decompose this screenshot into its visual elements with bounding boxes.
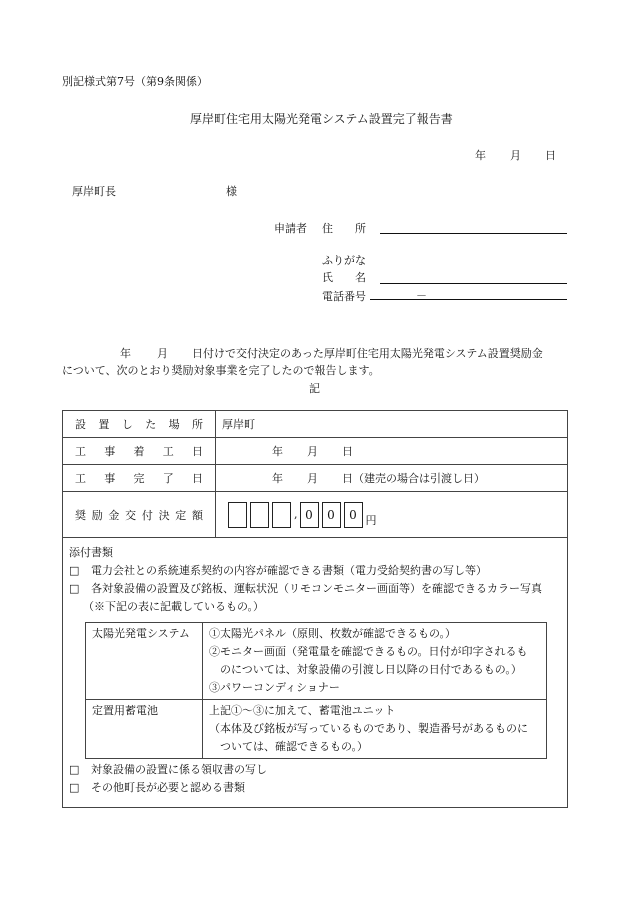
attachment-item-3: [69, 761, 559, 779]
attachment-item-2-text: 各対象設備の設置及び銘板、運転状況（リモコンモニター画面等）を確認できるカラー写真: [91, 582, 542, 595]
attachment-item-1-text: 電力会社との系統連系契約の内容が確認できる書類（電力受給契約書の写し等）: [91, 564, 487, 577]
start-date[interactable]: [216, 438, 568, 465]
addressee: 厚岸町長: [72, 185, 116, 198]
end-label: 工事完了日: [63, 465, 216, 492]
solar-req-2a: ②モニター画面（発電量を確認できるもの。日付が印字されるも: [209, 645, 528, 658]
checkbox[interactable]: □: [69, 763, 80, 776]
date-month: 月: [510, 149, 521, 162]
attachment-item-4-text: その他町長が必要と認める書類: [91, 781, 245, 794]
amount-comma: ,: [294, 507, 298, 521]
amount-digit-box[interactable]: [228, 502, 247, 528]
checkbox[interactable]: □: [69, 582, 80, 595]
end-day-note: 日（建売の場合は引渡し日）: [342, 472, 485, 485]
solar-label: 太陽光発電システム: [86, 623, 203, 700]
applicant-label: 申請者: [274, 222, 307, 235]
phone-field[interactable]: [370, 299, 567, 300]
amount-label: 奨励金交付決定額: [63, 492, 216, 538]
name-field[interactable]: [380, 283, 567, 284]
phone-label: 電話番号: [322, 290, 366, 303]
battery-label: 定置用蓄電池: [86, 700, 203, 759]
solar-requirements: [203, 623, 547, 700]
sama-honorific: 様: [226, 185, 237, 198]
attachment-item-1: [69, 562, 559, 580]
solar-req-3: ③パワーコンディショナー: [209, 681, 340, 694]
address-label: 住 所: [322, 222, 366, 235]
amount-digit-box[interactable]: [250, 502, 269, 528]
attachment-item-2-note: （※下記の表に記載しているもの。）: [83, 600, 265, 613]
battery-req-1: 上記①～③に加えて、蓄電池ユニット: [209, 704, 396, 717]
end-month: 月: [307, 472, 318, 485]
start-day: 日: [342, 445, 353, 458]
solar-req-1: ①太陽光パネル（原則、枚数が確認できるもの。）: [209, 627, 457, 640]
body-month: 月: [157, 347, 168, 360]
ki-heading: 記: [309, 382, 320, 395]
report-table: [62, 410, 568, 808]
solar-req-2b: のについては、対象設備の引渡し日以降の日付であるもの。）: [209, 663, 522, 676]
attachments-heading: 添付書類: [69, 546, 113, 559]
page-title: 厚岸町住宅用太陽光発電システム設置完了報告書: [190, 112, 453, 126]
battery-req-2: （本体及び銘板が写っているものであり、製造番号があるものに: [209, 722, 528, 735]
start-year: 年: [272, 445, 283, 458]
photo-requirements-table: [85, 622, 547, 759]
battery-req-3: ついては、確認できるもの。）: [209, 740, 369, 753]
date-day: 日: [545, 149, 556, 162]
phone-dash: －: [416, 289, 427, 302]
attachment-item-2: [69, 580, 559, 598]
amount-zero-3: 0: [344, 502, 363, 528]
address-field[interactable]: [380, 233, 567, 234]
end-year: 年: [272, 472, 283, 485]
date-year: 年: [475, 149, 486, 162]
body-line2: について、次のとおり奨励対象事業を完了したので報告します。: [62, 364, 380, 377]
end-date[interactable]: [216, 465, 568, 492]
checkbox[interactable]: □: [69, 781, 80, 794]
amount-zero-2: 0: [322, 502, 341, 528]
name-label: 氏 名: [322, 271, 366, 284]
attachment-item-4: [69, 779, 559, 797]
attachments-section: [63, 538, 568, 808]
body-line1: 日付けで交付決定のあった厚岸町住宅用太陽光発電システム設置奨励金: [192, 347, 543, 360]
battery-requirements: [203, 700, 547, 759]
place-label: 設置した場所: [63, 411, 216, 438]
start-label: 工事着工日: [63, 438, 216, 465]
furigana-label: ふりがな: [322, 254, 366, 267]
amount-unit: 円: [365, 513, 377, 527]
amount-digit-box[interactable]: [272, 502, 291, 528]
checkbox[interactable]: □: [69, 564, 80, 577]
amount-field[interactable]: [216, 492, 568, 538]
body-year: 年: [120, 347, 131, 360]
form-number: 別記様式第7号（第9条関係）: [62, 75, 208, 88]
attachment-item-3-text: 対象設備の設置に係る領収書の写し: [91, 763, 267, 776]
amount-zero-1: 0: [300, 502, 319, 528]
place-value[interactable]: 厚岸町: [216, 411, 568, 438]
start-month: 月: [307, 445, 318, 458]
